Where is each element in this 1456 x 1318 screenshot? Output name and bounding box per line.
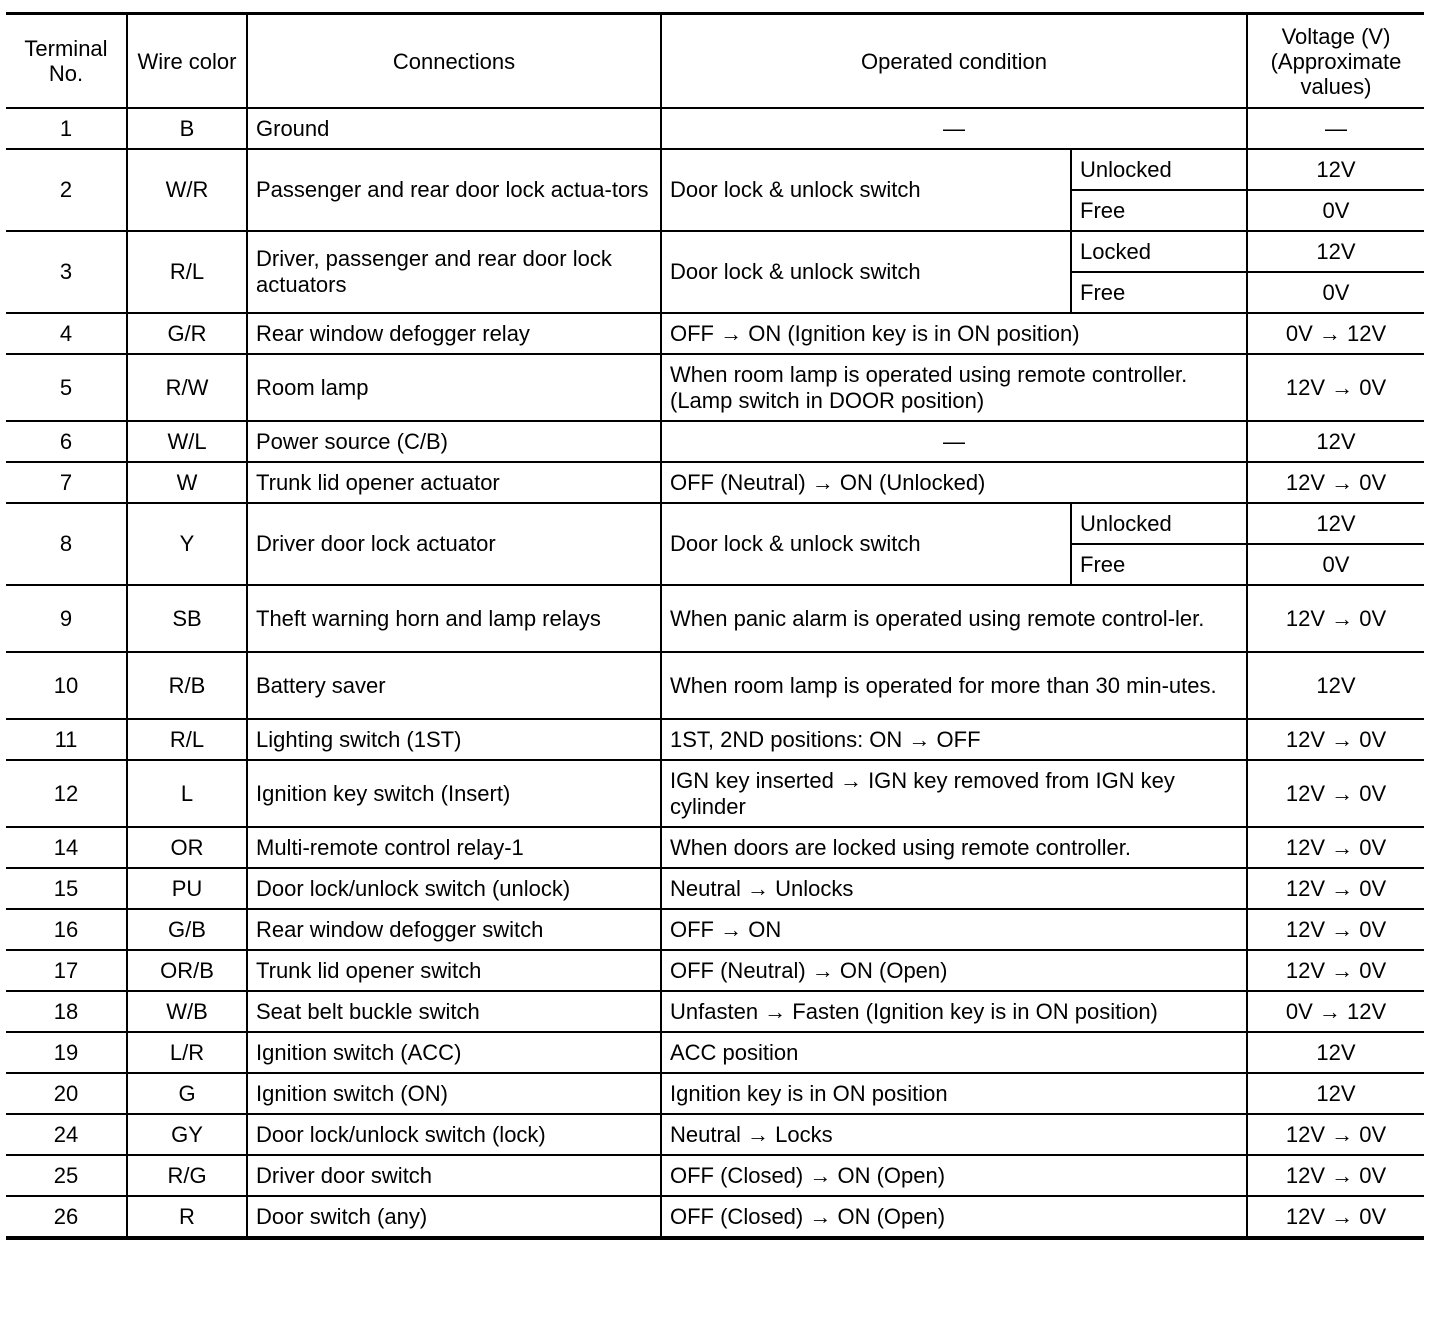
voltage-value: 12V → 0V: [1247, 827, 1424, 868]
voltage-value: 12V → 0V: [1247, 760, 1424, 827]
operated-condition: ACC position: [661, 1032, 1247, 1073]
operated-condition: OFF → ON (Ignition key is in ON position): [661, 313, 1247, 354]
connection: Seat belt buckle switch: [247, 991, 661, 1032]
connection: Ground: [247, 108, 661, 149]
operated-condition: OFF → ON: [661, 909, 1247, 950]
operated-condition: —: [661, 108, 1247, 149]
operated-condition: OFF (Neutral) → ON (Open): [661, 950, 1247, 991]
terminal-number: 2: [6, 149, 127, 231]
table-row: [6, 313, 1424, 354]
voltage-value: 0V → 12V: [1247, 313, 1424, 354]
table-row: [6, 1196, 1424, 1238]
operated-condition: Ignition key is in ON position: [661, 1073, 1247, 1114]
table-body: [6, 108, 1424, 1238]
table-row: [6, 991, 1424, 1032]
switch-state: Free: [1071, 190, 1247, 231]
wire-color: R/B: [127, 652, 247, 719]
table-row: [6, 149, 1424, 190]
switch-state: Unlocked: [1071, 149, 1247, 190]
voltage-value: 12V → 0V: [1247, 354, 1424, 421]
operated-condition: —: [661, 421, 1247, 462]
terminal-number: 19: [6, 1032, 127, 1073]
voltage-value: 12V → 0V: [1247, 1114, 1424, 1155]
terminal-number: 3: [6, 231, 127, 313]
switch-state: Free: [1071, 544, 1247, 585]
wire-color: G/R: [127, 313, 247, 354]
terminal-number: 12: [6, 760, 127, 827]
voltage-value: 12V: [1247, 149, 1424, 190]
connection: Door switch (any): [247, 1196, 661, 1238]
operated-condition: When doors are locked using remote controller.: [661, 827, 1247, 868]
connection: Room lamp: [247, 354, 661, 421]
connection: Door lock/unlock switch (unlock): [247, 868, 661, 909]
table-row: [6, 652, 1424, 719]
table-row: [6, 1155, 1424, 1196]
table-row: [6, 950, 1424, 991]
operated-condition: OFF (Closed) → ON (Open): [661, 1155, 1247, 1196]
header-operated-condition: Operated condition: [661, 14, 1247, 109]
connection: Power source (C/B): [247, 421, 661, 462]
terminal-number: 6: [6, 421, 127, 462]
connection: Battery saver: [247, 652, 661, 719]
connection: Driver, passenger and rear door lock actuators: [247, 231, 661, 313]
voltage-value: 0V: [1247, 544, 1424, 585]
wire-color: R: [127, 1196, 247, 1238]
terminal-number: 7: [6, 462, 127, 503]
table-row: [6, 719, 1424, 760]
voltage-value: 12V → 0V: [1247, 462, 1424, 503]
operated-condition: Door lock & unlock switch: [661, 149, 1071, 231]
wire-color: SB: [127, 585, 247, 652]
connection: Trunk lid opener actuator: [247, 462, 661, 503]
connection: Multi-remote control relay-1: [247, 827, 661, 868]
table-row: [6, 585, 1424, 652]
voltage-value: 12V → 0V: [1247, 585, 1424, 652]
table-row: [6, 827, 1424, 868]
wire-color: L/R: [127, 1032, 247, 1073]
terminal-number: 14: [6, 827, 127, 868]
operated-condition: Neutral → Locks: [661, 1114, 1247, 1155]
header-wire-color: Wire color: [127, 14, 247, 109]
terminal-table: [6, 12, 1424, 1240]
terminal-number: 9: [6, 585, 127, 652]
wire-color: G/B: [127, 909, 247, 950]
terminal-number: 4: [6, 313, 127, 354]
terminal-number: 1: [6, 108, 127, 149]
wire-color: G: [127, 1073, 247, 1114]
table-row: [6, 354, 1424, 421]
switch-state: Unlocked: [1071, 503, 1247, 544]
terminal-number: 18: [6, 991, 127, 1032]
voltage-value: 12V → 0V: [1247, 719, 1424, 760]
wire-color: PU: [127, 868, 247, 909]
table-row: [6, 1114, 1424, 1155]
connection: Driver door switch: [247, 1155, 661, 1196]
table-row: [6, 909, 1424, 950]
switch-state: Locked: [1071, 231, 1247, 272]
wire-color: GY: [127, 1114, 247, 1155]
operated-condition: When room lamp is operated for more than 30 min-utes.: [661, 652, 1247, 719]
voltage-value: 12V: [1247, 421, 1424, 462]
voltage-value: —: [1247, 108, 1424, 149]
voltage-value: 12V: [1247, 652, 1424, 719]
terminal-number: 25: [6, 1155, 127, 1196]
connection: Passenger and rear door lock actua-tors: [247, 149, 661, 231]
table-row: [6, 421, 1424, 462]
connection: Door lock/unlock switch (lock): [247, 1114, 661, 1155]
operated-condition: 1ST, 2ND positions: ON → OFF: [661, 719, 1247, 760]
connection: Trunk lid opener switch: [247, 950, 661, 991]
voltage-value: 12V → 0V: [1247, 868, 1424, 909]
connection: Driver door lock actuator: [247, 503, 661, 585]
terminal-number: 20: [6, 1073, 127, 1114]
terminal-number: 8: [6, 503, 127, 585]
operated-condition: Unfasten → Fasten (Ignition key is in ON position): [661, 991, 1247, 1032]
switch-state: Free: [1071, 272, 1247, 313]
header-terminal: Terminal No.: [6, 14, 127, 109]
voltage-value: 12V → 0V: [1247, 950, 1424, 991]
wire-color: OR/B: [127, 950, 247, 991]
terminal-number: 17: [6, 950, 127, 991]
connection: Theft warning horn and lamp relays: [247, 585, 661, 652]
wire-color: W/B: [127, 991, 247, 1032]
table-row: [6, 231, 1424, 272]
wire-color: Y: [127, 503, 247, 585]
operated-condition: Door lock & unlock switch: [661, 231, 1071, 313]
wire-color: W/L: [127, 421, 247, 462]
wire-color: OR: [127, 827, 247, 868]
table-row: [6, 108, 1424, 149]
connection: Ignition switch (ON): [247, 1073, 661, 1114]
table-row: [6, 1032, 1424, 1073]
voltage-value: 12V: [1247, 1032, 1424, 1073]
voltage-value: 0V: [1247, 190, 1424, 231]
operated-condition: Neutral → Unlocks: [661, 868, 1247, 909]
wire-color: L: [127, 760, 247, 827]
table-row: [6, 1073, 1424, 1114]
voltage-value: 0V → 12V: [1247, 991, 1424, 1032]
wire-color: W: [127, 462, 247, 503]
operated-condition: Door lock & unlock switch: [661, 503, 1071, 585]
header-connections: Connections: [247, 14, 661, 109]
voltage-value: 12V → 0V: [1247, 1196, 1424, 1238]
voltage-value: 12V: [1247, 231, 1424, 272]
terminal-number: 16: [6, 909, 127, 950]
operated-condition: IGN key inserted → IGN key removed from IGN key cylinder: [661, 760, 1247, 827]
voltage-value: 12V: [1247, 503, 1424, 544]
operated-condition: When room lamp is operated using remote controller. (Lamp switch in DOOR position): [661, 354, 1247, 421]
connection: Rear window defogger switch: [247, 909, 661, 950]
connection: Ignition switch (ACC): [247, 1032, 661, 1073]
terminal-number: 24: [6, 1114, 127, 1155]
table-row: [6, 760, 1424, 827]
voltage-value: 0V: [1247, 272, 1424, 313]
wire-color: R/L: [127, 719, 247, 760]
voltage-value: 12V: [1247, 1073, 1424, 1114]
terminal-number: 11: [6, 719, 127, 760]
wire-color: W/R: [127, 149, 247, 231]
wire-color: R/W: [127, 354, 247, 421]
header-voltage: Voltage (V) (Approximate values): [1247, 14, 1424, 109]
wire-color: R/L: [127, 231, 247, 313]
terminal-number: 10: [6, 652, 127, 719]
wire-color: R/G: [127, 1155, 247, 1196]
connection: Ignition key switch (Insert): [247, 760, 661, 827]
voltage-value: 12V → 0V: [1247, 909, 1424, 950]
operated-condition: When panic alarm is operated using remote control-ler.: [661, 585, 1247, 652]
voltage-value: 12V → 0V: [1247, 1155, 1424, 1196]
wire-color: B: [127, 108, 247, 149]
table-row: [6, 462, 1424, 503]
table-row: [6, 503, 1424, 544]
operated-condition: OFF (Neutral) → ON (Unlocked): [661, 462, 1247, 503]
operated-condition: OFF (Closed) → ON (Open): [661, 1196, 1247, 1238]
terminal-number: 26: [6, 1196, 127, 1238]
connection: Lighting switch (1ST): [247, 719, 661, 760]
table-row: [6, 868, 1424, 909]
header-row: [6, 14, 1424, 109]
terminal-number: 15: [6, 868, 127, 909]
connection: Rear window defogger relay: [247, 313, 661, 354]
terminal-number: 5: [6, 354, 127, 421]
